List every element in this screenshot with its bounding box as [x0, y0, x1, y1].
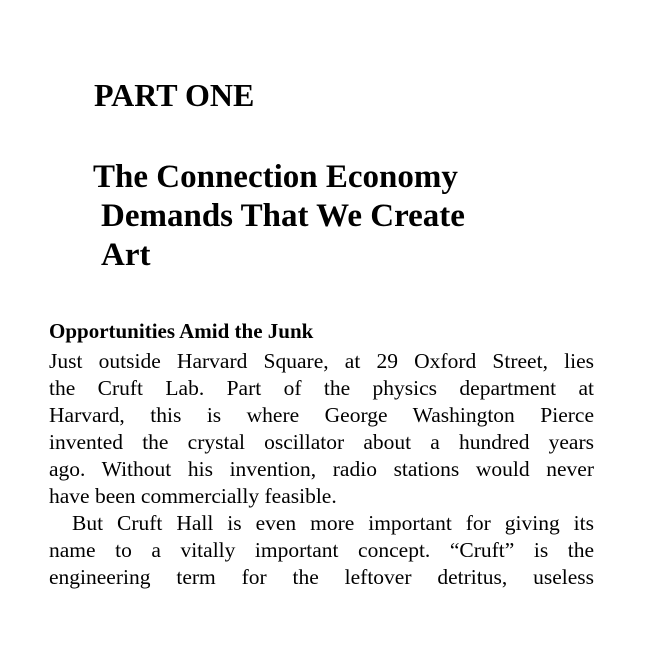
chapter-title [93, 158, 465, 275]
paragraph-1-line: have been commercially feasible. [49, 484, 337, 508]
part-label: PART ONE [94, 77, 255, 113]
chapter-title-line: The Connection Economy [93, 159, 458, 195]
paragraph-1-line: ago. Without his invention, radio stations would never [49, 457, 594, 481]
paragraph-1-line: the Cruft Lab. Part of the physics department at [49, 376, 594, 400]
chapter-title-line: Demands That We Create [101, 198, 465, 234]
body-text [49, 348, 594, 591]
section-heading: Opportunities Amid the Junk [49, 319, 314, 343]
paragraph-2-line: engineering term for the leftover detritus, useless [49, 565, 594, 589]
paragraph-1-line: invented the crystal oscillator about a hundred years [49, 430, 594, 454]
paragraph-2-line: But Cruft Hall is even more important for giving its [72, 511, 594, 535]
chapter-title-line: Art [101, 237, 151, 273]
paragraph-1-line: Harvard, this is where George Washington Pierce [49, 403, 594, 427]
paragraph-2-line: name to a vitally important concept. “Cruft” is the [49, 538, 594, 562]
paragraph-1-line: Just outside Harvard Square, at 29 Oxford Street, lies [49, 349, 594, 373]
